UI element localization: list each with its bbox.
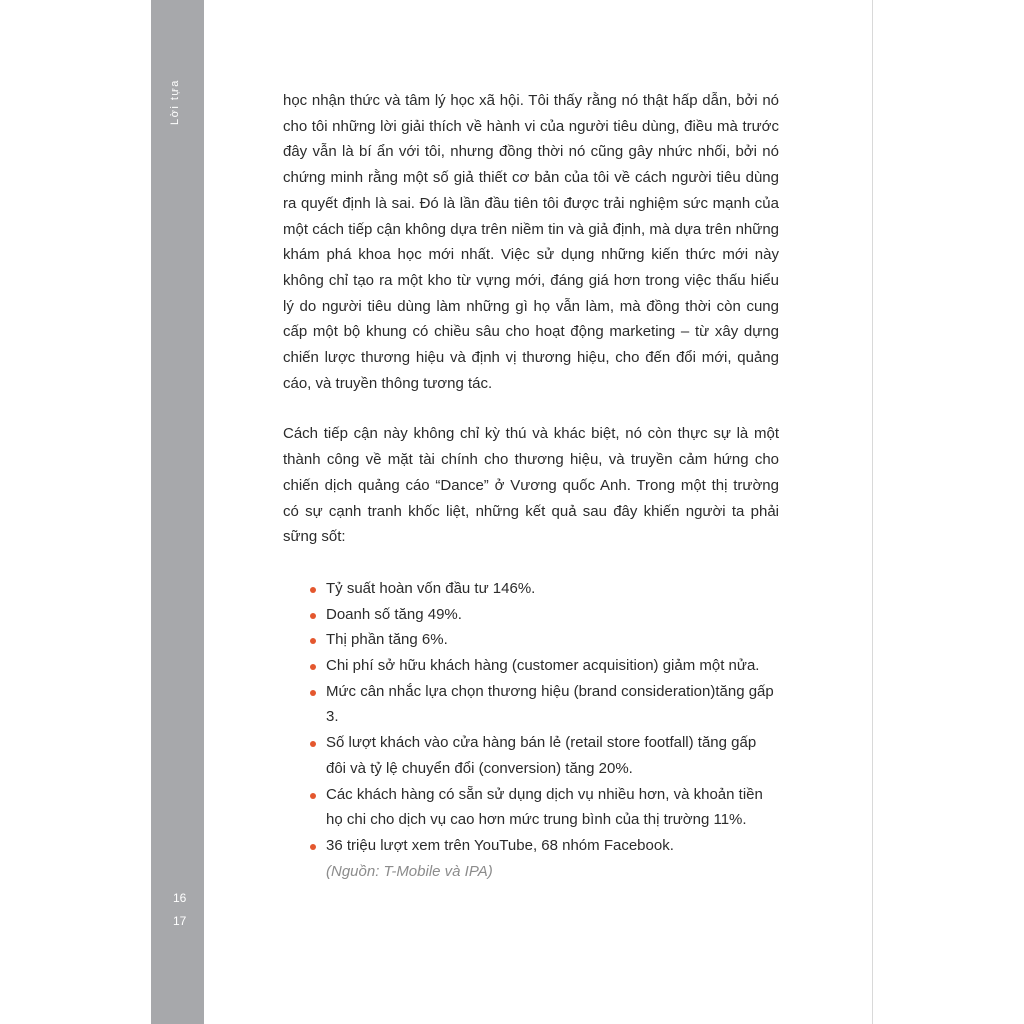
sidebar (151, 0, 204, 1024)
page-edge-divider (872, 0, 873, 1024)
list-item (283, 679, 779, 730)
list-item (283, 576, 779, 602)
list-item-text: Thị phần tăng 6%. (326, 631, 448, 649)
source-citation: (Nguồn: T-Mobile và IPA) (326, 862, 493, 880)
bullet-dot-icon (310, 638, 316, 644)
bullet-dot-icon (310, 793, 316, 799)
paragraph: Cách tiếp cận này không chỉ kỳ thú và khác biệt, nó còn thực sự là một thành công về mặt tài chính cho thương hiệu, và truyền cảm hứng cho chiến dịch quảng cáo “Dance” ở Vương quốc Anh. Trong một thị trường có sự cạnh tranh khốc liệt, những kết quả sau đây khiến người ta phải sững sốt: (283, 425, 779, 546)
list-item (283, 730, 779, 781)
bullet-dot-icon (310, 741, 316, 747)
list-item-text: Số lượt khách vào cửa hàng bán lẻ (retail store footfall) tăng gấp đôi và tỷ lệ chuyển đổi (conversion) tăng 20%. (326, 734, 757, 777)
page-numbers (173, 887, 186, 933)
list-item (283, 833, 779, 859)
list-item-text: Các khách hàng có sẵn sử dụng dịch vụ nhiều hơn, và khoản tiền họ chi cho dịch vụ cao hơn mức trung bình của thị trường 11%. (326, 785, 763, 829)
list-item (283, 782, 779, 833)
bullet-dot-icon (310, 587, 316, 593)
page-body (283, 88, 779, 884)
bullet-dot-icon (310, 613, 316, 619)
page-number-right: 17 (173, 914, 187, 928)
list-item (283, 627, 779, 653)
list-item-text: 36 triệu lượt xem trên YouTube, 68 nhóm Facebook. (326, 836, 674, 854)
list-item-text: Mức cân nhắc lựa chọn thương hiệu (brand consideration)tăng gấp 3. (326, 682, 774, 726)
paragraph: học nhận thức và tâm lý học xã hội. Tôi thấy rằng nó thật hấp dẫn, bởi nó cho tôi những lời giải thích về hành vi của người tiêu dùng, điều mà trước đây vẫn là bí ẩn với tôi, nhưng đồng thời nó cũng gây nhức nhối, bởi nó chứng minh rằng một số giả thiết cơ bản của tôi về cách người tiêu dùng ra quyết định là sai. Đó là lần đầu tiên tôi được trải nghiệm sức mạnh của một cách tiếp cận không dựa trên niềm tin và giả định, mà dựa trên những khám phá khoa học mới nhất. Việc sử dụng những kiến thức mới này không chỉ tạo ra một kho từ vựng mới, đáng giá hơn trong việc thấu hiểu lý do người tiêu dùng làm những gì họ vẫn làm, mà đồng thời còn cung cấp một bộ khung có chiều sâu cho hoạt động marketing – từ xây dựng chiến lược thương hiệu và định vị thương hiệu, cho đến đổi mới, quảng cáo, và truyền thông tương tác. (283, 92, 779, 392)
list-item-text: Chi phí sở hữu khách hàng (customer acquisition) giảm một nửa. (326, 657, 760, 675)
bullet-dot-icon (310, 844, 316, 850)
list-item (283, 653, 779, 679)
list-item-text: Doanh số tăng 49%. (326, 605, 462, 623)
page-number-left: 16 (173, 891, 187, 905)
results-list (283, 576, 779, 859)
section-title: Lời tựa (169, 79, 181, 125)
bullet-dot-icon (310, 690, 316, 696)
list-item (283, 602, 779, 628)
bullet-dot-icon (310, 664, 316, 670)
list-item-text: Tỷ suất hoàn vốn đầu tư 146%. (326, 579, 536, 597)
